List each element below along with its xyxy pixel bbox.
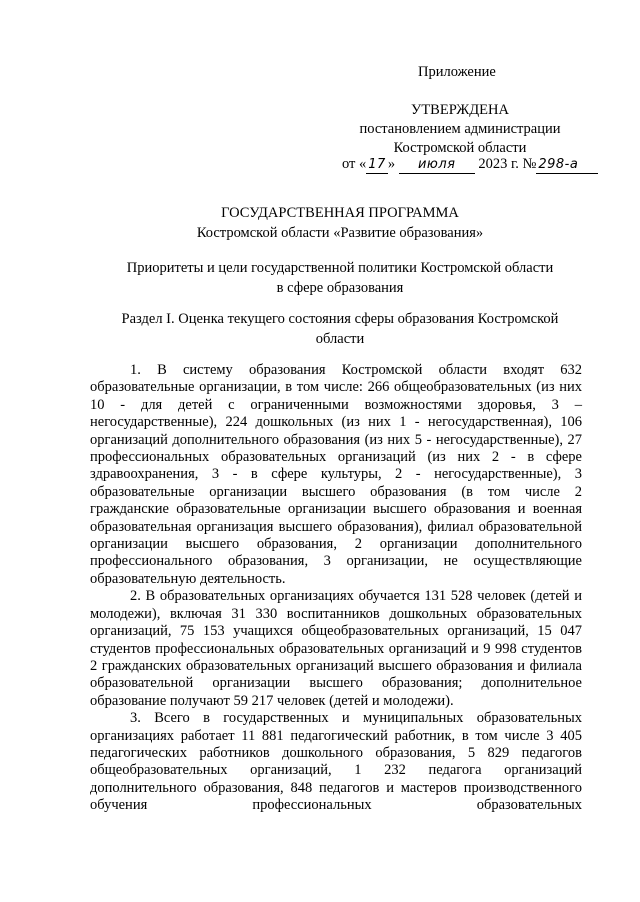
approval-stamp — [340, 101, 580, 158]
program-title-line1: ГОСУДАРСТВЕННАЯ ПРОГРАММА — [221, 205, 459, 221]
order-number: 298-а — [536, 157, 598, 174]
approved-by-line: постановлением администрации — [359, 121, 561, 137]
priorities-heading — [90, 258, 590, 298]
section-line2: области — [315, 331, 365, 347]
priorities-line2: в сфере образования — [276, 280, 404, 296]
body-text — [90, 362, 582, 815]
priorities-line1: Приоритеты и цели государственной политики Костромской области — [126, 260, 554, 276]
order-day: 17 — [368, 157, 386, 172]
section-line1: Раздел I. Оценка текущего состояния сферы образования Костромской — [121, 311, 559, 327]
annex-label: Приложение — [418, 64, 496, 80]
program-title — [90, 203, 590, 243]
approved-title: УТВЕРЖДЕНА — [411, 102, 509, 118]
section-heading — [90, 309, 590, 349]
paragraph-1: 1. В систему образования Костромской области входят 632 образовательные организации, в том числе: 266 общеобразовательных (из них 10 - для детей с ограниченными возможностями здоровья, 3 – негосударственные), 224 дошкольных (из них 1 - негосударственная), 106 организаций дополнительного образования (из них 5 - негосударственные), 27 профессиональных образовательных организаций (из них 2 - в сфере здравоохранения, 3 - в сфере культуры, 2 - негосударственные), 3 образовательные организации высшего образования (в том числе 2 гражданские образовательные организации высшего образования и военная образовательная организация высшего образования), филиал образовательной организации высшего образования, 2 организации дополнительного профессионального образования, 3 организации, не осуществляющие образовательную деятельность. — [90, 362, 582, 587]
paragraph-2: 2. В образовательных организациях обучается 131 528 человек (детей и молодежи), включая 31 330 воспитанников дошкольных образовательных организаций, 75 153 учащихся общеобразовательных организаций, 15 047 студентов профессиональных образовательных организаций и 9 998 студентов 2 гражданских образовательных организаций высшего образования и филиала образовательной организации высшего образования; дополнительное образование получают 59 217 человек (детей и молодежи). — [90, 588, 582, 709]
approved-by-region: Костромской области — [393, 140, 527, 156]
order-date-number — [342, 154, 602, 174]
order-prefix: от « — [342, 156, 367, 172]
paragraph-3: 3. Всего в государственных и муниципальных образовательных организациях работает 11 881 педагогический работник, в том числе 3 405 педагогических работников дошкольного образования, 5 829 педагогов общеобразовательных организаций, 1 232 педагога организаций дополнительного образования, 848 педагогов и мастеров производственного обучения профессиональных образовательных — [90, 710, 582, 814]
program-title-line2: Костромской области «Развитие образования» — [196, 225, 484, 241]
order-year: 2023 г. № — [478, 156, 537, 172]
order-month: июля — [399, 157, 475, 174]
order-mid: » — [387, 156, 396, 172]
